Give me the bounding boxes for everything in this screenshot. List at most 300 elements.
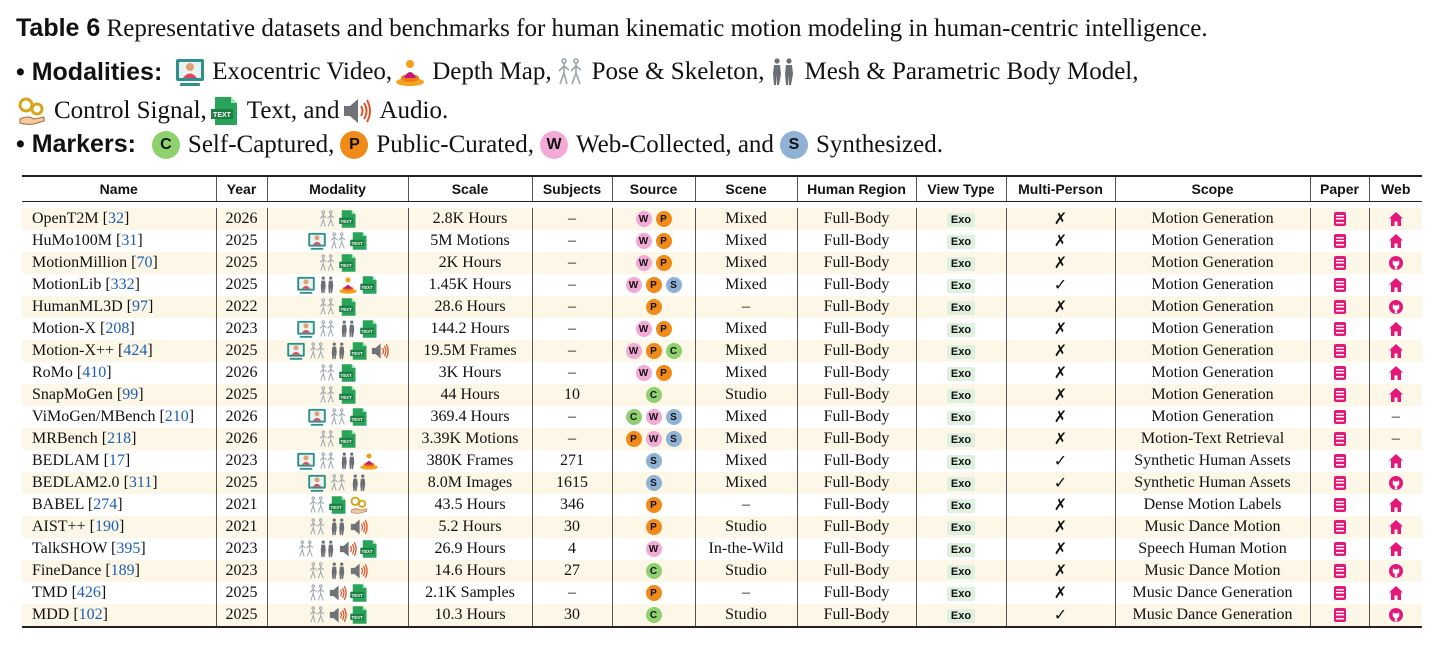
view-type-badge: Exo bbox=[947, 279, 975, 293]
dataset-name-text: Motion-X++ bbox=[32, 342, 115, 359]
pose-skeleton-icon bbox=[328, 231, 348, 251]
source-marker-p: P bbox=[656, 365, 672, 381]
home-icon[interactable] bbox=[1388, 585, 1404, 601]
paper-icon[interactable] bbox=[1332, 475, 1348, 491]
source-marker-w: W bbox=[646, 409, 662, 425]
multi-person-cell: ✗ bbox=[1006, 252, 1115, 274]
source-marker-c: C bbox=[666, 343, 682, 359]
source-marker-w: W bbox=[626, 277, 642, 293]
modality-exocentric-video: Exocentric Video, bbox=[212, 58, 393, 85]
header-multi-person: Multi-Person bbox=[1006, 176, 1115, 202]
modality-cell bbox=[267, 208, 408, 230]
scene-cell: Mixed bbox=[695, 252, 797, 274]
text-icon bbox=[338, 297, 358, 317]
paper-cell bbox=[1310, 296, 1369, 318]
modality-cell bbox=[267, 450, 408, 472]
subjects-cell: – bbox=[532, 296, 612, 318]
dataset-name-text: HumanML3D bbox=[32, 298, 123, 315]
dataset-name-text: Motion-X bbox=[32, 320, 96, 337]
source-marker-w: W bbox=[636, 255, 652, 271]
multi-person-cell: ✗ bbox=[1006, 406, 1115, 428]
paper-icon[interactable] bbox=[1332, 277, 1348, 293]
view-type-cell bbox=[916, 252, 1006, 274]
pose-skeleton-icon bbox=[317, 451, 337, 471]
citation-link[interactable]: 32 bbox=[107, 210, 124, 227]
dataset-name-text: BEDLAM bbox=[32, 452, 100, 469]
table-row bbox=[22, 472, 1422, 494]
view-type-cell bbox=[916, 362, 1006, 384]
scale-cell: 44 Hours bbox=[408, 384, 532, 406]
multi-person-cell: ✗ bbox=[1006, 560, 1115, 582]
human-region-cell: Full-Body bbox=[797, 604, 916, 627]
svg-text:TEXT: TEXT bbox=[340, 306, 352, 312]
github-icon[interactable] bbox=[1388, 563, 1404, 579]
citation-link[interactable]: 311 bbox=[128, 474, 153, 491]
source-marker-w: W bbox=[636, 211, 652, 227]
subjects-cell: – bbox=[532, 274, 612, 296]
datasets-table bbox=[22, 175, 1422, 628]
pose-skeleton-icon bbox=[307, 341, 327, 361]
table-row bbox=[22, 230, 1422, 252]
exocentric-video-icon bbox=[296, 275, 316, 295]
source-cell bbox=[612, 384, 695, 406]
modality-cell bbox=[267, 494, 408, 516]
view-type-badge: Exo bbox=[947, 411, 975, 425]
citation-link[interactable]: 332 bbox=[110, 276, 135, 293]
citation-link[interactable]: 190 bbox=[94, 518, 119, 535]
source-marker-c: C bbox=[646, 563, 662, 579]
home-icon[interactable] bbox=[1388, 387, 1404, 403]
paper-cell bbox=[1310, 318, 1369, 340]
header-subjects: Subjects bbox=[532, 176, 612, 202]
paper-icon[interactable] bbox=[1332, 321, 1348, 337]
header-web: Web bbox=[1369, 176, 1422, 202]
year-cell: 2021 bbox=[216, 494, 267, 516]
home-icon[interactable] bbox=[1388, 453, 1404, 469]
view-type-cell bbox=[916, 450, 1006, 472]
dataset-name: TMD [426] bbox=[32, 584, 107, 601]
dataset-name: SnapMoGen [99] bbox=[22, 384, 216, 406]
text-icon bbox=[338, 209, 358, 229]
paper-cell bbox=[1310, 582, 1369, 604]
source-cell bbox=[612, 252, 695, 274]
year-cell: 2022 bbox=[216, 296, 267, 318]
scope-cell: Music Dance Motion bbox=[1115, 560, 1310, 582]
text-icon bbox=[359, 539, 379, 559]
dataset-name-text: RoMo bbox=[32, 364, 73, 381]
scene-cell: Mixed bbox=[695, 450, 797, 472]
source-cell bbox=[612, 428, 695, 450]
control-signal-icon bbox=[349, 495, 369, 515]
citation-link[interactable]: 210 bbox=[164, 408, 189, 425]
scope-cell: Motion Generation bbox=[1115, 406, 1310, 428]
web-cell bbox=[1369, 560, 1422, 582]
human-region-cell: Full-Body bbox=[797, 538, 916, 560]
scope-cell: Music Dance Generation bbox=[1115, 582, 1310, 604]
home-icon[interactable] bbox=[1388, 211, 1404, 227]
paper-icon[interactable] bbox=[1332, 211, 1348, 227]
paper-icon[interactable] bbox=[1332, 343, 1348, 359]
view-type-badge: Exo bbox=[947, 345, 975, 359]
citation-link[interactable]: 218 bbox=[107, 430, 132, 447]
paper-cell bbox=[1310, 538, 1369, 560]
depth-map-icon bbox=[338, 275, 358, 295]
modality-cell bbox=[267, 384, 408, 406]
mesh-body-model-icon bbox=[338, 319, 358, 339]
dataset-name: Motion-X++ [424] bbox=[22, 340, 216, 362]
paper-icon[interactable] bbox=[1332, 519, 1348, 535]
human-region-cell: Full-Body bbox=[797, 450, 916, 472]
home-icon[interactable] bbox=[1388, 321, 1404, 337]
dataset-name-text: SnapMoGen bbox=[32, 386, 113, 403]
multi-person-cell: ✗ bbox=[1006, 494, 1115, 516]
source-cell bbox=[612, 208, 695, 230]
source-cell bbox=[612, 472, 695, 494]
scope-cell: Motion Generation bbox=[1115, 318, 1310, 340]
view-type-badge: Exo bbox=[947, 499, 975, 513]
citation-link[interactable]: 426 bbox=[76, 584, 101, 601]
source-marker-p: P bbox=[646, 585, 662, 601]
paper-cell bbox=[1310, 494, 1369, 516]
mesh-body-model-icon bbox=[349, 473, 369, 493]
multi-person-cell: ✗ bbox=[1006, 318, 1115, 340]
citation-link[interactable]: 17 bbox=[108, 452, 125, 469]
audio-icon bbox=[328, 605, 348, 625]
table-row bbox=[22, 516, 1422, 538]
paper-icon[interactable] bbox=[1332, 255, 1348, 271]
modality-cell bbox=[267, 230, 408, 252]
view-type-cell bbox=[916, 230, 1006, 252]
view-type-badge: Exo bbox=[947, 213, 975, 227]
source-marker-p: P bbox=[656, 233, 672, 249]
home-icon[interactable] bbox=[1388, 343, 1404, 359]
web-cell bbox=[1369, 208, 1422, 230]
subjects-cell: 27 bbox=[532, 560, 612, 582]
header-scene: Scene bbox=[695, 176, 797, 202]
scope-cell: Speech Human Motion bbox=[1115, 538, 1310, 560]
subjects-cell: 30 bbox=[532, 604, 612, 627]
home-icon[interactable] bbox=[1388, 233, 1404, 249]
scene-cell: Mixed bbox=[695, 428, 797, 450]
subjects-cell: 346 bbox=[532, 494, 612, 516]
github-icon[interactable] bbox=[1388, 255, 1404, 271]
human-region-cell: Full-Body bbox=[797, 560, 916, 582]
citation-link[interactable]: 274 bbox=[93, 496, 118, 513]
source-cell bbox=[612, 318, 695, 340]
exocentric-video-icon bbox=[307, 231, 327, 251]
subjects-cell: – bbox=[532, 340, 612, 362]
citation-link[interactable]: 208 bbox=[105, 320, 130, 337]
control-signal-icon bbox=[16, 95, 48, 127]
scale-cell: 8.0M Images bbox=[408, 472, 532, 494]
table-row bbox=[22, 494, 1422, 516]
dataset-name-text: MDD bbox=[32, 606, 70, 623]
pose-skeleton-icon bbox=[317, 363, 337, 383]
scope-cell: Motion Generation bbox=[1115, 252, 1310, 274]
mesh-body-model-icon bbox=[328, 341, 348, 361]
source-marker-p: P bbox=[646, 519, 662, 535]
subjects-cell: – bbox=[532, 208, 612, 230]
source-cell bbox=[612, 296, 695, 318]
audio-icon bbox=[338, 539, 358, 559]
pose-skeleton-icon bbox=[307, 495, 327, 515]
modalities-legend bbox=[16, 56, 1139, 88]
citation-link[interactable]: 189 bbox=[110, 562, 135, 579]
exocentric-video-icon bbox=[296, 319, 316, 339]
view-type-cell bbox=[916, 472, 1006, 494]
year-cell: 2025 bbox=[216, 252, 267, 274]
subjects-cell: – bbox=[532, 406, 612, 428]
text-icon bbox=[359, 319, 379, 339]
text-icon bbox=[349, 583, 369, 603]
scope-cell: Motion-Text Retrieval bbox=[1115, 428, 1310, 450]
modality-cell bbox=[267, 362, 408, 384]
citation-link[interactable]: 102 bbox=[78, 606, 103, 623]
view-type-badge: Exo bbox=[947, 257, 975, 271]
multi-person-cell: ✓ bbox=[1006, 604, 1115, 627]
paper-cell bbox=[1310, 384, 1369, 406]
dataset-name: BEDLAM [17] bbox=[32, 452, 131, 469]
dataset-name: BABEL [274] bbox=[32, 496, 123, 513]
table-row bbox=[22, 252, 1422, 274]
paper-icon[interactable] bbox=[1332, 233, 1348, 249]
source-marker-c: C bbox=[646, 387, 662, 403]
modalities-legend-cont bbox=[16, 95, 448, 127]
text-icon bbox=[349, 341, 369, 361]
paper-icon[interactable] bbox=[1332, 387, 1348, 403]
source-marker-p: P bbox=[656, 321, 672, 337]
source-cell bbox=[612, 450, 695, 472]
text-icon bbox=[338, 429, 358, 449]
source-marker-s: S bbox=[666, 277, 682, 293]
source-marker-w: W bbox=[636, 321, 652, 337]
year-cell: 2026 bbox=[216, 208, 267, 230]
home-icon[interactable] bbox=[1388, 497, 1404, 513]
source-marker-p: P bbox=[656, 255, 672, 271]
multi-person-cell: ✗ bbox=[1006, 208, 1115, 230]
subjects-cell: – bbox=[532, 428, 612, 450]
dataset-name: RoMo [410] bbox=[32, 364, 112, 381]
text-icon bbox=[328, 495, 348, 515]
text-icon bbox=[338, 253, 358, 273]
year-cell: 2026 bbox=[216, 406, 267, 428]
paper-icon[interactable] bbox=[1332, 299, 1348, 315]
subjects-cell: – bbox=[532, 362, 612, 384]
svg-text:TEXT: TEXT bbox=[351, 592, 363, 598]
human-region-cell: Full-Body bbox=[797, 252, 916, 274]
scene-cell: Mixed bbox=[695, 208, 797, 230]
marker-self-captured-badge: C bbox=[152, 131, 180, 159]
source-cell bbox=[612, 516, 695, 538]
source-marker-c: C bbox=[646, 607, 662, 623]
audio-icon bbox=[328, 583, 348, 603]
human-region-cell: Full-Body bbox=[797, 494, 916, 516]
scale-cell: 2K Hours bbox=[408, 252, 532, 274]
source-cell bbox=[612, 340, 695, 362]
scene-cell: Mixed bbox=[695, 230, 797, 252]
pose-skeleton-icon bbox=[296, 539, 316, 559]
modality-cell bbox=[267, 472, 408, 494]
paper-icon[interactable] bbox=[1332, 453, 1348, 469]
home-icon[interactable] bbox=[1388, 541, 1404, 557]
scope-cell: Synthetic Human Assets bbox=[1115, 450, 1310, 472]
exocentric-video-icon bbox=[296, 451, 316, 471]
header-scale: Scale bbox=[408, 176, 532, 202]
scene-cell: Studio bbox=[695, 384, 797, 406]
web-cell bbox=[1369, 362, 1422, 384]
web-cell bbox=[1369, 296, 1422, 318]
scene-cell: Mixed bbox=[695, 362, 797, 384]
github-icon[interactable] bbox=[1388, 299, 1404, 315]
modality-cell bbox=[267, 318, 408, 340]
web-cell bbox=[1369, 472, 1422, 494]
table-row bbox=[22, 208, 1422, 230]
human-region-cell: Full-Body bbox=[797, 582, 916, 604]
marker-web-collected: Web-Collected, and bbox=[576, 130, 774, 158]
scope-cell: Motion Generation bbox=[1115, 384, 1310, 406]
paper-icon[interactable] bbox=[1332, 563, 1348, 579]
subjects-cell: 271 bbox=[532, 450, 612, 472]
human-region-cell: Full-Body bbox=[797, 208, 916, 230]
paper-cell bbox=[1310, 472, 1369, 494]
scale-cell: 1.45K Hours bbox=[408, 274, 532, 296]
citation-link[interactable]: 395 bbox=[116, 540, 141, 557]
web-cell bbox=[1369, 384, 1422, 406]
multi-person-cell: ✗ bbox=[1006, 296, 1115, 318]
paper-cell bbox=[1310, 340, 1369, 362]
marker-self-captured: Self-Captured, bbox=[187, 130, 335, 158]
paper-icon[interactable] bbox=[1332, 497, 1348, 513]
table-body bbox=[22, 208, 1422, 627]
year-cell: 2025 bbox=[216, 230, 267, 252]
scale-cell: 2.8K Hours bbox=[408, 208, 532, 230]
scale-cell: 43.5 Hours bbox=[408, 494, 532, 516]
paper-icon[interactable] bbox=[1332, 431, 1348, 447]
source-cell bbox=[612, 406, 695, 428]
source-marker-w: W bbox=[646, 541, 662, 557]
source-cell bbox=[612, 362, 695, 384]
header-modality: Modality bbox=[267, 176, 408, 202]
citation-link[interactable]: 97 bbox=[131, 298, 148, 315]
exocentric-video-icon bbox=[307, 473, 327, 493]
human-region-cell: Full-Body bbox=[797, 296, 916, 318]
paper-icon[interactable] bbox=[1332, 365, 1348, 381]
view-type-badge: Exo bbox=[947, 301, 975, 315]
text-icon bbox=[209, 95, 241, 127]
modality-mesh: Mesh & Parametric Body Model, bbox=[804, 58, 1139, 85]
github-icon[interactable] bbox=[1388, 475, 1404, 491]
pose-skeleton-icon bbox=[317, 253, 337, 273]
svg-text:TEXT: TEXT bbox=[361, 548, 373, 554]
scene-cell: Mixed bbox=[695, 406, 797, 428]
web-cell bbox=[1369, 230, 1422, 252]
table-row bbox=[22, 582, 1422, 604]
source-marker-w: W bbox=[626, 343, 642, 359]
home-icon[interactable] bbox=[1388, 519, 1404, 535]
year-cell: 2025 bbox=[216, 472, 267, 494]
home-icon[interactable] bbox=[1388, 365, 1404, 381]
scope-cell: Motion Generation bbox=[1115, 230, 1310, 252]
dataset-name: Motion-X [208] bbox=[32, 320, 135, 337]
citation-link[interactable]: 410 bbox=[82, 364, 107, 381]
text-icon bbox=[349, 231, 369, 251]
modality-cell bbox=[267, 604, 408, 627]
web-cell bbox=[1369, 582, 1422, 604]
scene-cell: In-the-Wild bbox=[695, 538, 797, 560]
pose-skeleton-icon bbox=[307, 517, 327, 537]
dataset-name: OpenT2M [32] bbox=[22, 208, 216, 230]
dataset-name: HuMo100M [31] bbox=[32, 232, 143, 249]
human-region-cell: Full-Body bbox=[797, 428, 916, 450]
scope-cell: Motion Generation bbox=[1115, 362, 1310, 384]
view-type-cell bbox=[916, 560, 1006, 582]
human-region-cell: Full-Body bbox=[797, 362, 916, 384]
source-cell bbox=[612, 494, 695, 516]
subjects-cell: 30 bbox=[532, 516, 612, 538]
scene-cell: – bbox=[695, 494, 797, 516]
table-row bbox=[22, 560, 1422, 582]
scale-cell: 28.6 Hours bbox=[408, 296, 532, 318]
source-marker-w: W bbox=[636, 233, 652, 249]
table-caption bbox=[16, 14, 1208, 43]
citation-link[interactable]: 31 bbox=[121, 232, 138, 249]
paper-icon[interactable] bbox=[1332, 409, 1348, 425]
table-row bbox=[22, 406, 1422, 428]
header-paper: Paper bbox=[1310, 176, 1369, 202]
subjects-cell: – bbox=[532, 318, 612, 340]
source-marker-p: P bbox=[646, 497, 662, 513]
modality-cell bbox=[267, 296, 408, 318]
dataset-name-text: MotionLib bbox=[32, 276, 102, 293]
modality-cell bbox=[267, 582, 408, 604]
citation-link[interactable]: 99 bbox=[122, 386, 139, 403]
home-icon[interactable] bbox=[1388, 277, 1404, 293]
text-icon bbox=[359, 275, 379, 295]
view-type-badge: Exo bbox=[947, 367, 975, 381]
scale-cell: 3.39K Motions bbox=[408, 428, 532, 450]
svg-text:TEXT: TEXT bbox=[340, 218, 352, 224]
multi-person-cell: ✗ bbox=[1006, 384, 1115, 406]
svg-text:TEXT: TEXT bbox=[361, 328, 373, 334]
year-cell: 2025 bbox=[216, 582, 267, 604]
source-cell bbox=[612, 582, 695, 604]
source-marker-p: P bbox=[646, 277, 662, 293]
year-cell: 2025 bbox=[216, 340, 267, 362]
human-region-cell: Full-Body bbox=[797, 230, 916, 252]
table-row bbox=[22, 362, 1422, 384]
source-marker-s: S bbox=[666, 409, 682, 425]
paper-cell bbox=[1310, 604, 1369, 627]
view-type-badge: Exo bbox=[947, 323, 975, 337]
dataset-name-text: BEDLAM2.0 bbox=[32, 474, 120, 491]
citation-link[interactable]: 424 bbox=[123, 342, 148, 359]
multi-person-cell: ✗ bbox=[1006, 582, 1115, 604]
dataset-name: ViMoGen/MBench [210] bbox=[32, 408, 195, 425]
scene-cell: Studio bbox=[695, 560, 797, 582]
github-icon[interactable] bbox=[1388, 607, 1404, 623]
paper-icon[interactable] bbox=[1332, 607, 1348, 623]
mesh-body-model-icon bbox=[328, 517, 348, 537]
dataset-name-text: ViMoGen/MBench bbox=[32, 408, 156, 425]
dataset-name-text: HuMo100M bbox=[32, 232, 113, 249]
view-type-cell bbox=[916, 604, 1006, 627]
view-type-badge: Exo bbox=[947, 455, 975, 469]
paper-icon[interactable] bbox=[1332, 585, 1348, 601]
paper-icon[interactable] bbox=[1332, 541, 1348, 557]
citation-link[interactable]: 70 bbox=[136, 254, 153, 271]
year-cell: 2023 bbox=[216, 318, 267, 340]
audio-icon bbox=[341, 95, 373, 127]
